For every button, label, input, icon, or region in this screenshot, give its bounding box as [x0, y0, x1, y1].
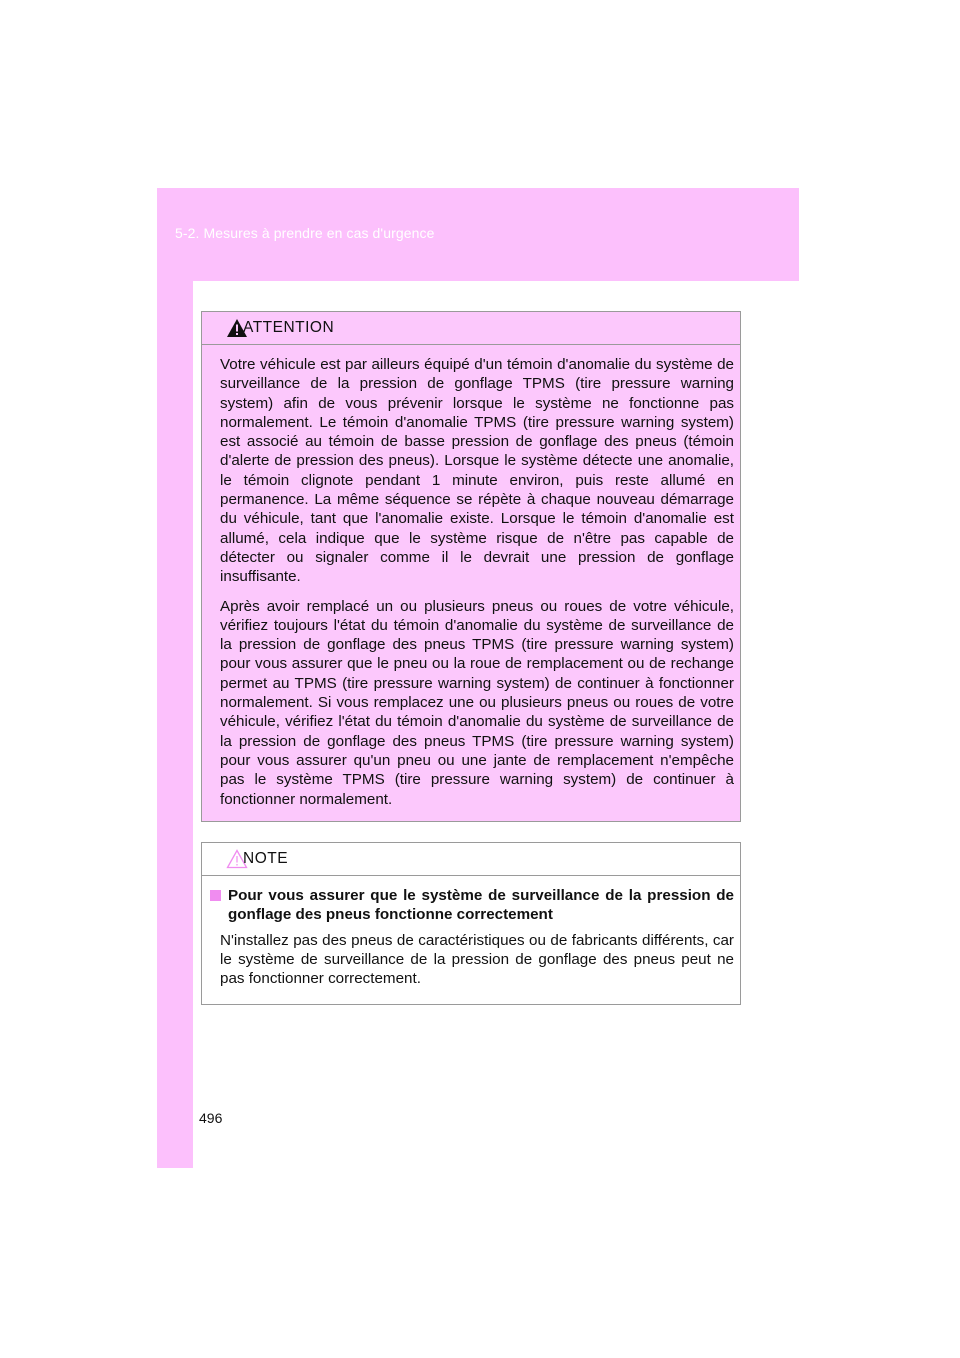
note-paragraph: N'installez pas des pneus de caractéristiques ou de fabricants différents, car le système de surveillance de la pression de gonflage des pneus peut ne pas fonctionner correctement.: [220, 931, 734, 988]
attention-body: [202, 345, 740, 809]
note-title-bar: [202, 843, 740, 876]
bullet-square-icon: [210, 890, 221, 901]
attention-box: [201, 311, 741, 822]
left-margin-band: [157, 281, 193, 1168]
note-heading: [210, 886, 734, 925]
note-heading-text: Pour vous assurer que le système de surveillance de la pression de gonflage des pneus fonctionne correctement: [228, 887, 734, 924]
section-header: 5-2. Mesures à prendre en cas d'urgence: [175, 225, 435, 241]
attention-paragraph: Votre véhicule est par ailleurs équipé d'un témoin d'anomalie du système de surveillance de la pression de gonflage TPMS (tire pressure warning system) afin de vous prévenir lorsque le système ne fonctionne pas normalement. Le témoin d'anomalie TPMS (tire pressure warning system) est associé au témoin de basse pression de gonflage des pneus (témoin d'alerte de pression des pneus). Lorsque le système détecte une anomalie, le témoin clignote pendant 1 minute environ, puis reste allumé en permanence. La même séquence se répète à chaque nouveau démarrage du véhicule, tant que l'anomalie existe. Lorsque le témoin d'anomalie est allumé, cela indique que le système risque de n'être pas capable de détecter ou signaler comme il le devrait une pression de gonflage insuffisante.: [220, 356, 734, 586]
note-title: NOTE: [243, 850, 289, 867]
note-body: [202, 876, 740, 988]
attention-title: ATTENTION: [243, 319, 335, 336]
attention-title-bar: [202, 312, 740, 345]
attention-paragraph: Après avoir remplacé un ou plusieurs pneus ou roues de votre véhicule, vérifiez toujours l'état du témoin d'anomalie du système de surveillance de la pression de gonflage des pneus TPMS (tire pressure warning system) pour vous assurer que le pneu ou la roue de remplacement ou de rechange permet au TPMS (tire pressure warning system) de continuer à fonctionner normalement. Si vous remplacez une ou plusieurs pneus ou roues de votre véhicule, vérifiez l'état du témoin d'anomalie du système de surveillance de la pression de gonflage des pneus TPMS (tire pressure warning system) pour vous assurer qu'un pneu ou une jante de remplacement n'empêche pas le système TPMS (tire pressure warning system) de continuer à fonctionner normalement.: [220, 597, 734, 808]
note-box: [201, 842, 741, 1005]
page-number: 496: [199, 1110, 223, 1126]
